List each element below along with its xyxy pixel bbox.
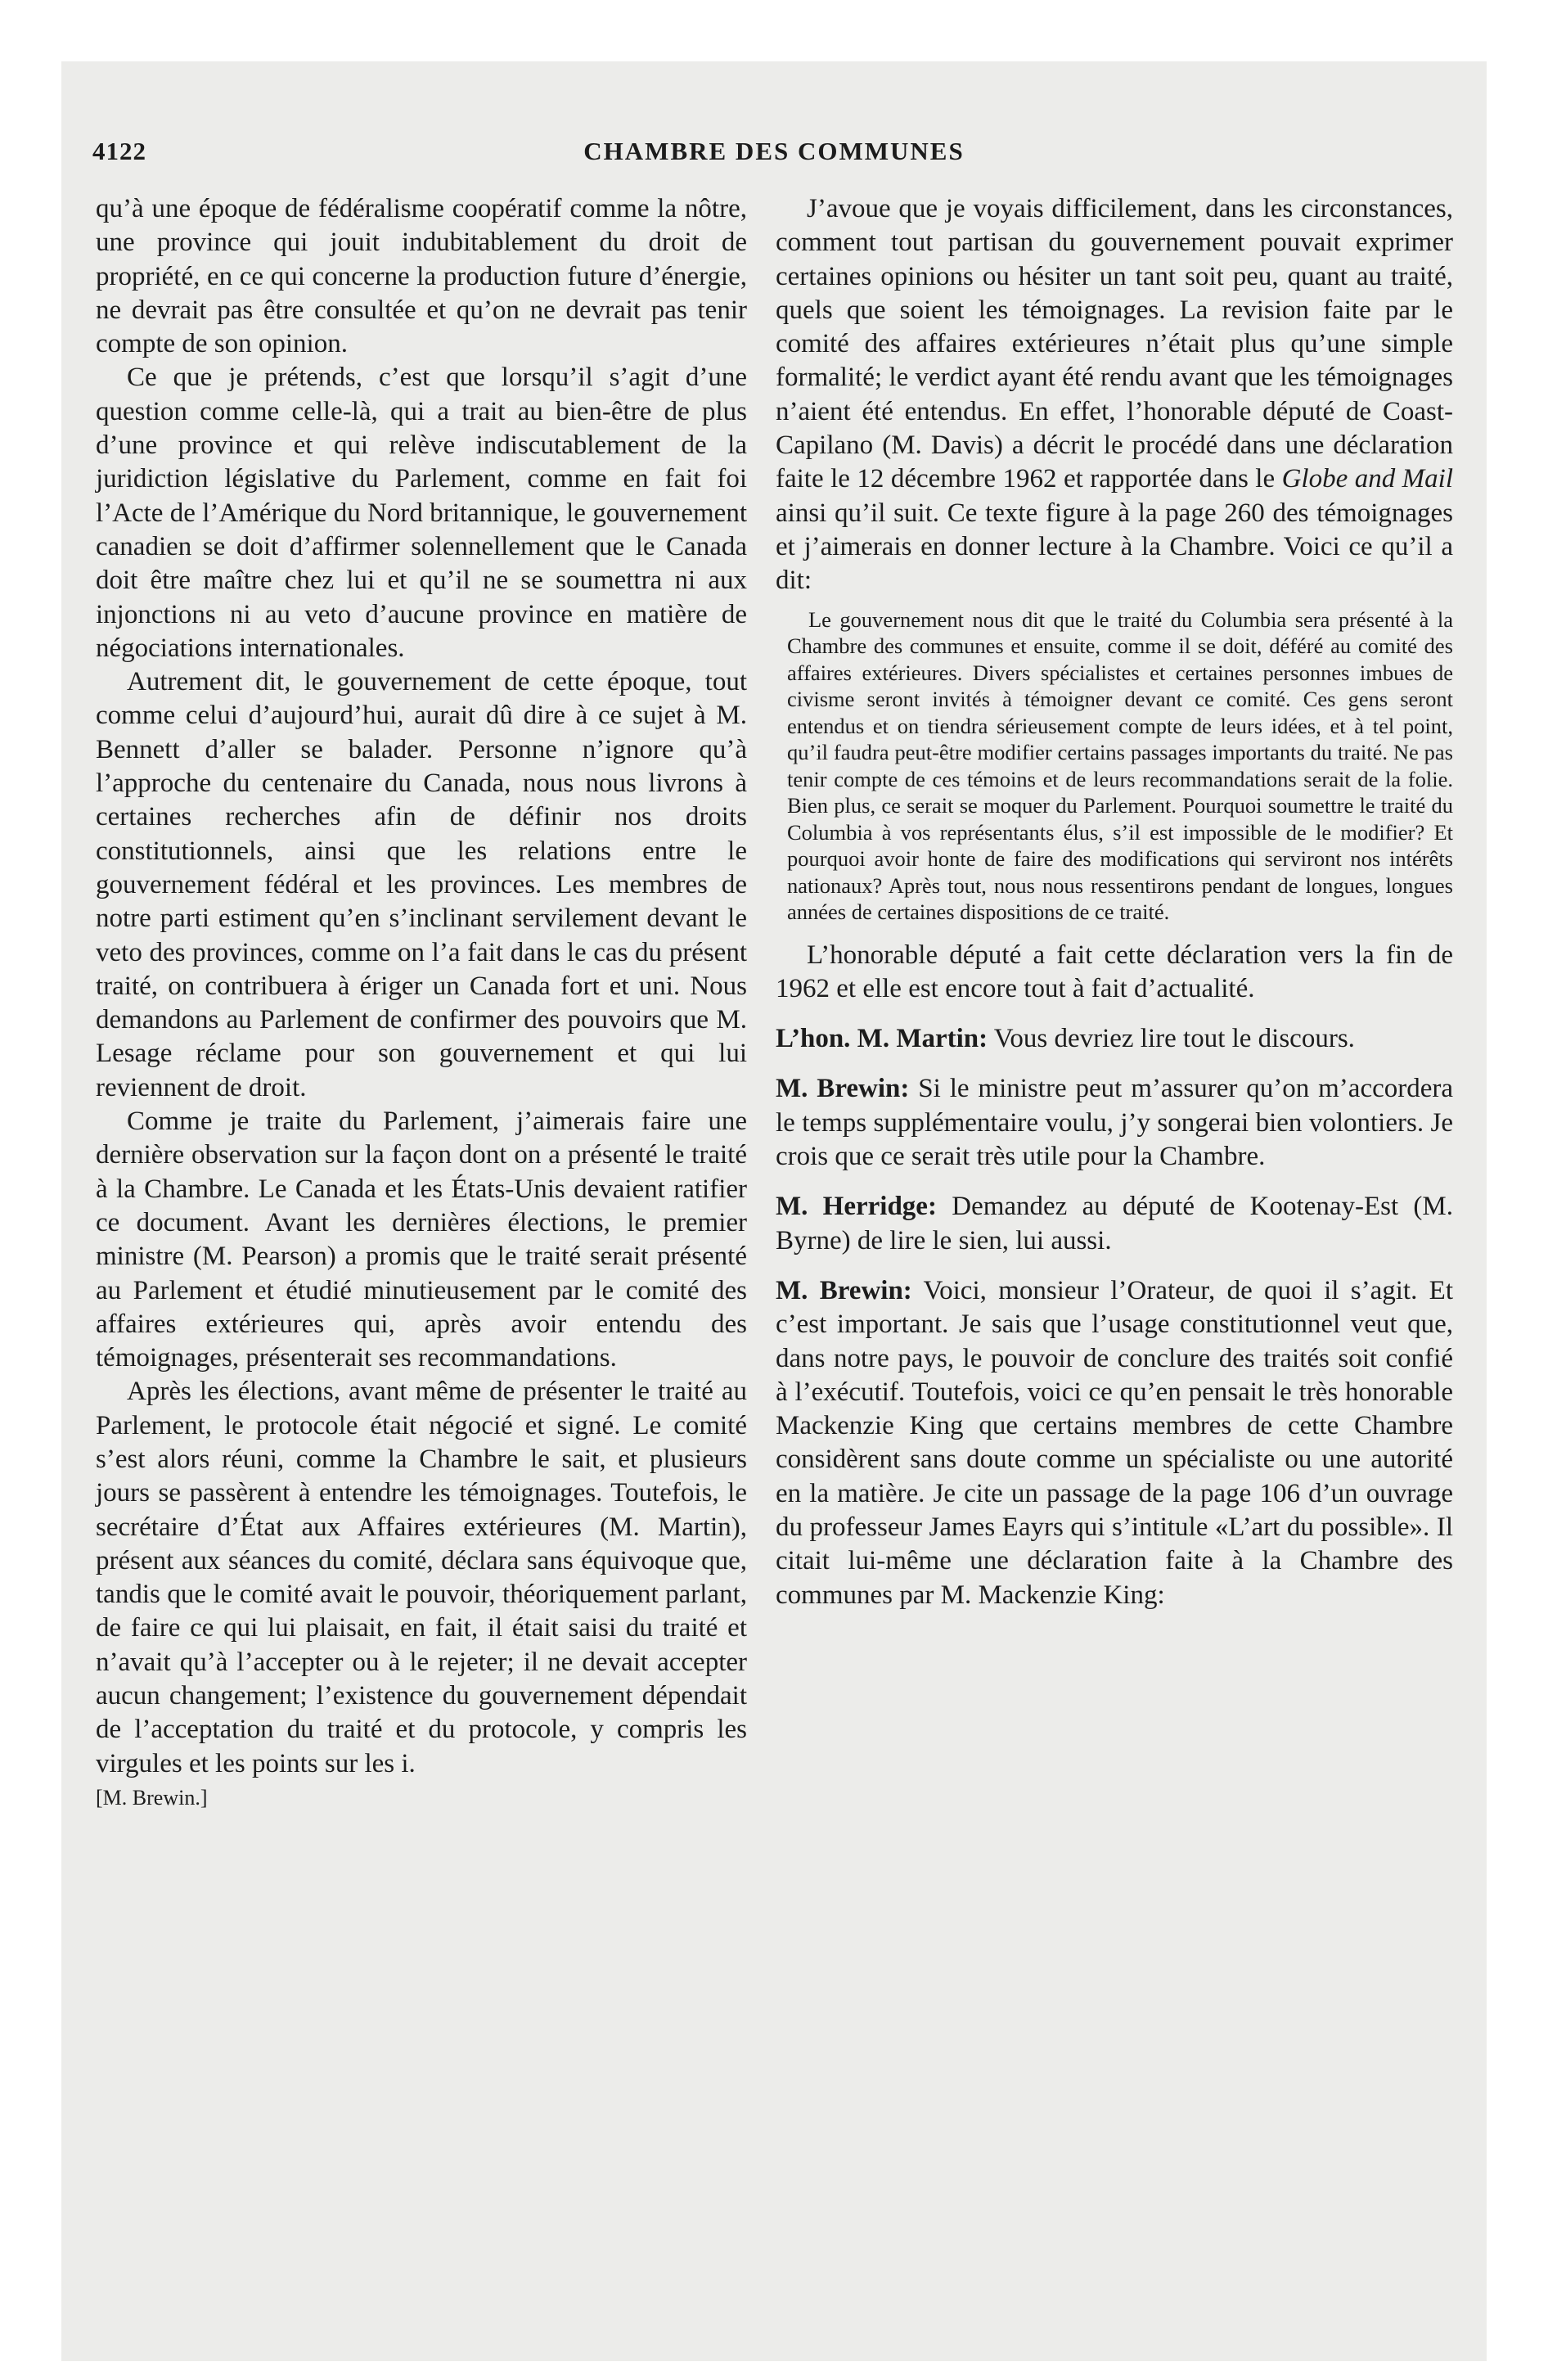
paragraph-text: ainsi qu’il suit. Ce texte figure à la page 260 des témoignages et j’aimerais en donner lecture à la Chambre. Voici ce qu’il a dit: (776, 498, 1453, 596)
paragraph: L’honorable député a fait cette déclaration vers la fin de 1962 et elle est encore tout à fait d’actualité. (776, 940, 1453, 1003)
speaker-name: L’hon. M. Martin: (776, 1024, 988, 1054)
speech (776, 1274, 1453, 1612)
paragraph: Ce que je prétends, c’est que lorsqu’il s’agit d’une question comme celle-là, qui a trait au bien-être de plus d’une province et qui relève indiscutablement de la juridiction législative du Parlement, comme en fait foi l’Acte de l’Amérique du Nord britannique, le gouvernement canadien se doit d’affirmer solennellement que le Canada doit être maître chez lui et qu’il ne se soumettra ni aux injonctions ni au veto d’aucune province en matière de négociations internationales. (96, 363, 747, 663)
speech-text: Si le ministre peut m’assurer qu’on m’accordera le temps supplémentaire voulu, j’y songerai bien volontiers. Je crois que ce serait très utile pour la Chambre. (776, 1074, 1454, 1172)
paragraph-text: J’avoue que je voyais difficilement, dans les circonstances, comment tout partisan du gouvernement pouvait exprimer certaines opinions ou hésiter un tant soit peu, quant au traité, quels que soient les témoignages. La revision faite par le comité des affaires extérieures n’était plus qu’une simple formalité; le verdict ayant été rendu avant que les témoignages n’aient été entendus. En effet, l’honorable député de Coast-Capilano (M. Davis) a décrit le procédé dans une déclaration faite le 12 décembre 1962 et rapportée dans le (776, 194, 1453, 494)
speech (776, 1072, 1453, 1174)
speaker-name: M. Brewin: (776, 1275, 912, 1305)
speech (776, 1190, 1453, 1258)
right-column (776, 192, 1453, 1612)
paragraph: Après les élections, avant même de présenter le traité au Parlement, le protocole était négocié et signé. Le comité s’est alors réuni, comme la Chambre le sait, et plusieurs jours se passèrent à entendre les témoignages. Toutefois, le secrétaire d’État aux Affaires extérieures (M. Martin), présent aux séances du comité, déclara sans équivoque que, tandis que le comité avait le pouvoir, théoriquement parlant, de faire ce qui lui plaisait, en fait, il était saisi du traité et n’avait qu’à l’accepter ou à le rejeter; il ne devait accepter aucun changement; l’existence du gouvernement dépendait de l’acceptation du traité et du protocole, y compris les virgules et les points sur les i. (96, 1377, 747, 1778)
speech-text: Demandez au député de Kootenay-Est (M. Byrne) de lire le sien, lui aussi. (776, 1192, 1453, 1255)
speaker-name: M. Herridge: (776, 1192, 937, 1222)
speech (776, 1022, 1453, 1056)
paragraph: Comme je traite du Parlement, j’aimerais faire une dernière observation sur la façon dont on a présenté le traité à la Chambre. Le Canada et les États-Unis devaient ratifier ce document. Avant les dernières élections, le premier ministre (M. Pearson) a promis que le traité serait présenté au Parlement et étudié minutieusement par le comité des affaires extérieures qui, après avoir entendu des témoignages, présenterait ses recommandations. (96, 1107, 747, 1373)
page-number: 4122 (92, 137, 146, 165)
speech-text: Vous devriez lire tout le discours. (993, 1024, 1355, 1054)
speaker-signature: [M. Brewin.] (96, 1785, 208, 1810)
paragraph: Autrement dit, le gouvernement de cette époque, tout comme celui d’aujourd’hui, aurait dû dire à ce sujet à M. Bennett d’aller se balader. Personne n’ignore qu’à l’approche du centenaire du Canada, nous nous livrons à certaines recherches afin de définir nos droits constitutionnels, ainsi que les relations entre le gouvernement fédéral et les provinces. Les membres de notre parti estiment qu’en s’inclinant servilement devant le veto des provinces, comme on l’a fait dans le cas du présent traité, on contribuera à ériger un Canada fort et uni. Nous demandons au Parlement de confirmer des pouvoirs que M. Lesage réclame pour son gouvernement et qui lui reviennent de droit. (96, 667, 747, 1102)
quote-text: Le gouvernement nous dit que le traité du Columbia sera présenté à la Chambre des communes et ensuite, comme il se doit, déféré au comité des affaires extérieures. Divers spécialistes et certaines personnes imbues de civisme seront invités à témoigner devant ce comité. Ces gens seront entendus et on tiendra sérieusement compte de leurs idées, et à tel point, qu’il faudra peut-être modifier certains passages importants du traité. Ne pas tenir compte de ces témoins et de leurs recommandations serait de la folie. Bien plus, ce serait se moquer du Parlement. Pourquoi soumettre le traité du Columbia à vos représentants élus, s’il est impossible de le modifier? Et pourquoi avoir honte de faire des modifications qui serviront nos intérêts nationaux? Après tout, nous nous ressentirons pendant de longues, longues années de certaines dispositions de ce traité. (787, 606, 1453, 925)
newspaper-title: Globe and Mail (1281, 464, 1453, 494)
block-quote (776, 606, 1453, 926)
paragraph: qu’à une époque de fédéralisme coopératif comme la nôtre, une province qui jouit indubitablement du droit de propriété, en ce qui concerne la production future d’énergie, ne devrait pas être consultée et qu’on ne devrait pas tenir compte de son opinion. (96, 194, 747, 359)
left-column (96, 192, 747, 1814)
page-sheet (61, 61, 1487, 2361)
running-head: CHAMBRE DES COMMUNES (583, 137, 965, 165)
paragraph (776, 192, 1453, 598)
speaker-name: M. Brewin: (776, 1074, 910, 1104)
speech-text: Voici, monsieur l’Orateur, de quoi il s’agit. Et c’est important. Je sais que l’usage constitutionnel veut que, dans notre pays, le pouvoir de conclure des traités soit confié à l’exécutif. Toutefois, voici ce qu’en pensait le très honorable Mackenzie King que certains membres de cette Chambre considèrent sans doute comme un spécialiste ou une autorité en la matière. Je cite un passage de la page 106 d’un ouvrage du professeur James Eayrs qui s’intitule «L’art du possible». Il citait lui-même une déclaration faite à la Chambre des communes par M. Mackenzie King: (776, 1275, 1453, 1610)
